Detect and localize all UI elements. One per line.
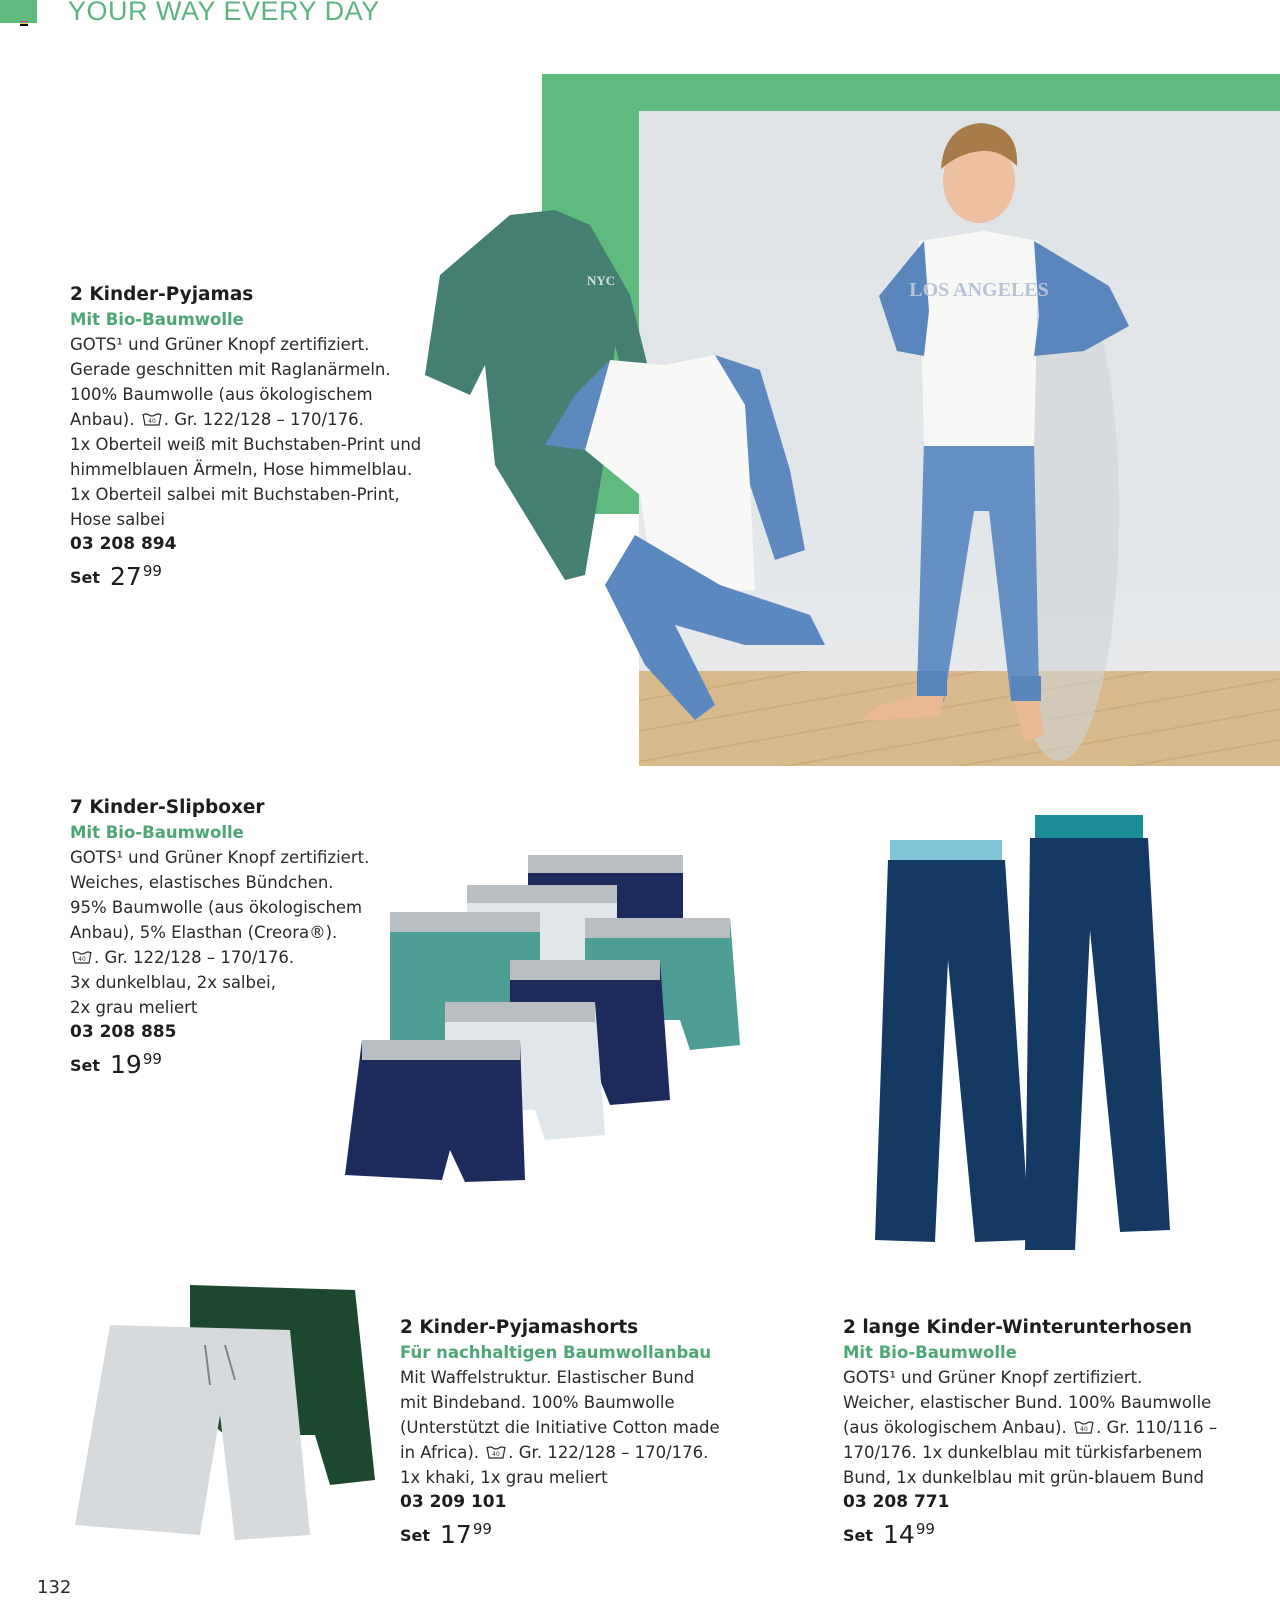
product-title: 2 Kinder-Pyjamashorts: [400, 1317, 639, 1338]
svg-text:LOS ANGELES: LOS ANGELES: [909, 279, 1049, 301]
wash-40-icon: [1074, 1420, 1094, 1434]
product-subtitle: Mit Bio-Baumwolle: [70, 310, 244, 329]
article-number: 03 208 894: [70, 534, 177, 554]
desc-line: Hose salbei: [70, 510, 165, 529]
product-kinder-winterunterhosen: [843, 1315, 1217, 1551]
wash-40-icon: [72, 950, 92, 964]
header-accent-block: [0, 0, 37, 23]
product-title: 7 Kinder-Slipboxer: [70, 797, 265, 818]
desc-line: 1x Oberteil salbei mit Buchstaben-Print,: [70, 485, 400, 504]
product-kinder-pyjamas: [70, 282, 421, 593]
product-subtitle: Für nachhaltigen Baumwollanbau: [400, 1343, 712, 1362]
svg-text:40: 40: [1080, 1426, 1088, 1433]
desc-line: GOTS¹ und Grüner Knopf zertifiziert.: [70, 335, 370, 354]
page-header-title: YOUR WAY EVERY DAY: [68, 0, 380, 26]
price-cents: 99: [472, 1520, 492, 1538]
price-main: 19: [110, 1050, 142, 1079]
desc-text: . Gr. 122/128 – 170/176.: [163, 410, 364, 429]
desc-text: . Gr. 122/128 – 170/176.: [94, 948, 295, 967]
desc-text: in Africa).: [400, 1443, 480, 1462]
desc-line: Mit Waffelstruktur. Elastischer Bund: [400, 1368, 695, 1387]
product-kinder-slipboxer: [70, 795, 369, 1081]
article-number: 03 208 885: [70, 1022, 177, 1042]
desc-line: 100% Baumwolle (aus ökologischem: [70, 385, 373, 404]
product-subtitle: Mit Bio-Baumwolle: [843, 1343, 1017, 1362]
price-cents: 99: [915, 1520, 935, 1538]
article-number: 03 209 101: [400, 1492, 507, 1512]
desc-text: (aus ökologischem Anbau).: [843, 1418, 1067, 1437]
price-main: 14: [883, 1520, 915, 1549]
svg-text:40: 40: [147, 418, 156, 425]
product-title: 2 Kinder-Pyjamas: [70, 284, 254, 305]
slipboxer-image: [345, 850, 755, 1190]
price-main: 17: [440, 1520, 472, 1549]
price-cents: 99: [142, 562, 162, 580]
winterunterhosen-image: [870, 810, 1180, 1260]
price-cents: 99: [142, 1050, 162, 1068]
svg-text:NYC: NYC: [587, 273, 616, 288]
desc-text: Anbau).: [70, 410, 135, 429]
price-unit: Set: [400, 1526, 431, 1545]
product-kinder-pyjamashorts: [400, 1315, 720, 1551]
product-title: 2 lange Kinder-Winterunterhosen: [843, 1317, 1193, 1338]
desc-line: 1x Oberteil weiß mit Buchstaben-Print und: [70, 435, 422, 454]
desc-text: . Gr. 122/128 – 170/176.: [508, 1443, 709, 1462]
desc-line: (Unterstützt die Initiative Cotton made: [400, 1418, 720, 1437]
price: [843, 1521, 1217, 1551]
desc-line: [70, 407, 421, 432]
desc-line: [70, 945, 369, 970]
wash-40-icon: [142, 412, 162, 426]
desc-line: [400, 1440, 720, 1465]
price-unit: Set: [70, 1056, 101, 1075]
article-number: 03 208 771: [843, 1492, 950, 1512]
price-main: 27: [110, 562, 142, 591]
svg-text:40: 40: [492, 1451, 501, 1458]
desc-line: [843, 1415, 1217, 1440]
pyjama-flatlay-image: [415, 205, 855, 745]
desc-line: mit Bindeband. 100% Baumwolle: [400, 1393, 675, 1412]
price: [400, 1521, 720, 1551]
desc-line: GOTS¹ und Grüner Knopf zertifiziert.: [843, 1368, 1143, 1387]
price: [70, 563, 421, 593]
product-subtitle: Mit Bio-Baumwolle: [70, 823, 244, 842]
price-unit: Set: [70, 568, 101, 587]
desc-line: Gerade geschnitten mit Raglanärmeln.: [70, 360, 391, 379]
desc-line: GOTS¹ und Grüner Knopf zertifiziert.: [70, 848, 370, 867]
desc-line: 3x dunkelblau, 2x salbei,: [70, 973, 276, 992]
desc-text: . Gr. 110/116 –: [1096, 1418, 1218, 1437]
desc-line: Weiches, elastisches Bündchen.: [70, 873, 334, 892]
price-unit: Set: [843, 1526, 874, 1545]
page-number: 132: [37, 1577, 72, 1598]
pyjamashorts-image: [75, 1285, 375, 1545]
svg-text:40: 40: [78, 956, 86, 963]
desc-line: 170/176. 1x dunkelblau mit türkisfarbenem: [843, 1443, 1203, 1462]
desc-line: 95% Baumwolle (aus ökologischem: [70, 898, 363, 917]
price: [70, 1051, 369, 1081]
desc-line: himmelblauen Ärmeln, Hose himmelblau.: [70, 460, 413, 479]
desc-line: Anbau), 5% Elasthan (Creora®).: [70, 923, 338, 942]
desc-line: 1x khaki, 1x grau meliert: [400, 1468, 608, 1487]
color-mark: [20, 21, 28, 27]
wash-40-icon: [486, 1445, 506, 1459]
desc-line: 2x grau meliert: [70, 998, 198, 1017]
desc-line: Bund, 1x dunkelblau mit grün-blauem Bund: [843, 1468, 1204, 1487]
desc-line: Weicher, elastischer Bund. 100% Baumwolle: [843, 1393, 1212, 1412]
